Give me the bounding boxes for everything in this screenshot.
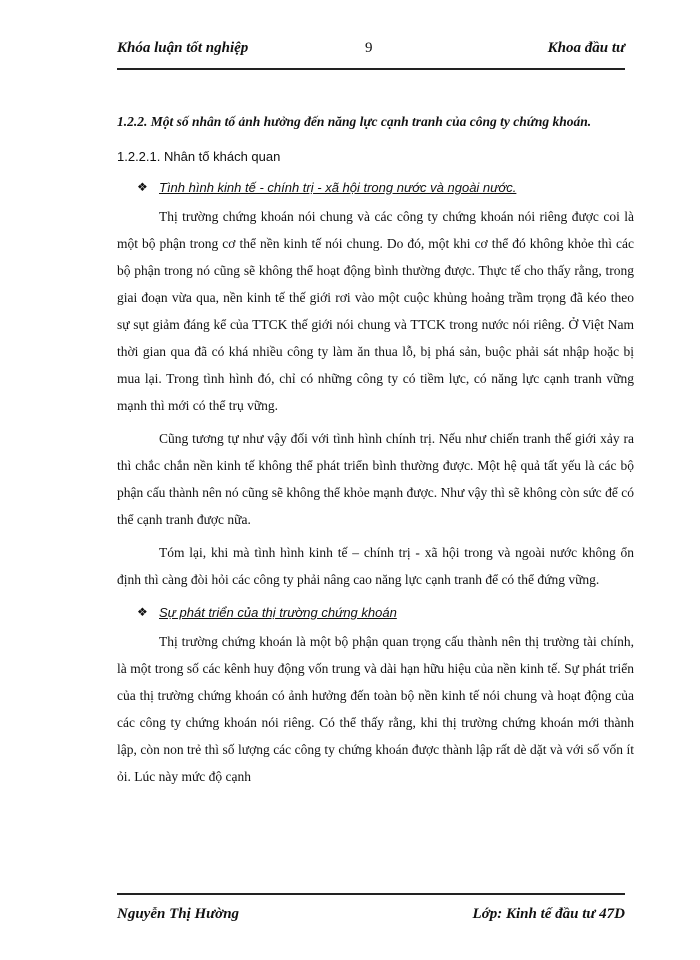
paragraph: Tóm lại, khi mà tình hình kinh tế – chính trị - xã hội trong và ngoài nước không ổn định thì càng đòi hỏi các công ty phải nâng cao năng lực cạnh tranh để có thể đứng vững. — [117, 545, 634, 587]
diamond-bullet-icon: ❖ — [137, 605, 148, 619]
bullet-text: Sự phát triển của thị trường chứng khoán — [159, 605, 397, 620]
header-thesis-label: Khóa luận tốt nghiệp — [117, 40, 249, 56]
header-faculty-label: Khoa đầu tư — [547, 40, 625, 56]
bullet-item-market — [117, 599, 634, 626]
page-number: 9 — [365, 40, 373, 56]
footer-author: Nguyễn Thị Hường — [117, 906, 240, 922]
header-divider — [117, 68, 625, 70]
section-title: 1.2.2. Một số nhân tố ảnh hưởng đến năng lực cạnh tranh của công ty chứng khoán. — [117, 114, 592, 129]
paragraph: Cũng tương tự như vậy đối với tình hình chính trị. Nếu như chiến tranh thế giới xảy ra thì chắc chắn nền kinh tế không thể phát triển bình thường được. Một hệ quả tất yếu là các bộ phận cấu thành nên nó cũng sẽ không thể khỏe mạnh được. Như vậy thì sẽ không còn sức để có thể cạnh tranh được nữa. — [117, 431, 634, 527]
diamond-bullet-icon: ❖ — [137, 180, 148, 194]
footer-divider — [117, 893, 625, 895]
paragraph: Thị trường chứng khoán nói chung và các công ty chứng khoán nói riêng được coi là một bộ phận trong cơ thể nền kinh tế nói chung. Do đó, một khi cơ thể đó không khỏe thì các bộ phận trong nó cũng sẽ không thể hoạt động bình thường được. Thực tế cho thấy rằng, trong giai đoạn vừa qua, nền kinh tế thế giới rơi vào một cuộc khủng hoảng trầm trọng đã kéo theo sự sụt giảm đáng kể của TTCK thế giới nói chung và TTCK trong nước nói riêng. Ở Việt Nam thời gian qua đã có khá nhiều công ty làm ăn thua lỗ, bị phá sản, buộc phải sát nhập hoặc bị mua lại. Trong tình hình đó, chỉ có những công ty có tiềm lực, có năng lực cạnh tranh vững mạnh thì mới có thể trụ vững. — [117, 209, 634, 413]
page-footer — [117, 906, 625, 930]
document-body — [117, 108, 634, 796]
paragraph: Thị trường chứng khoán là một bộ phận quan trọng cấu thành nên thị trường tài chính, là một trong số các kênh huy động vốn trung và dài hạn hữu hiệu của nền kinh tế. Sự phát triển của thị trường chứng khoán có ảnh hưởng đến toàn bộ nền kinh tế nói chung và hoạt động của các công ty chứng khoán nói riêng. Có thể thấy rằng, khi thị trường chứng khoán mới thành lập, còn non trẻ thì số lượng các công ty chứng khoán được thành lập rất dè dặt và với số vốn ít ỏi. Lúc này mức độ cạnh — [117, 634, 634, 784]
footer-class: Lớp: Kinh tế đầu tư 47D — [472, 906, 625, 922]
bullet-item-economy — [117, 174, 634, 201]
page-header — [117, 40, 625, 64]
subsection-title: 1.2.2.1. Nhân tố khách quan — [117, 149, 281, 164]
bullet-text: Tình hình kinh tế - chính trị - xã hội trong nước và ngoài nước. — [159, 180, 517, 195]
